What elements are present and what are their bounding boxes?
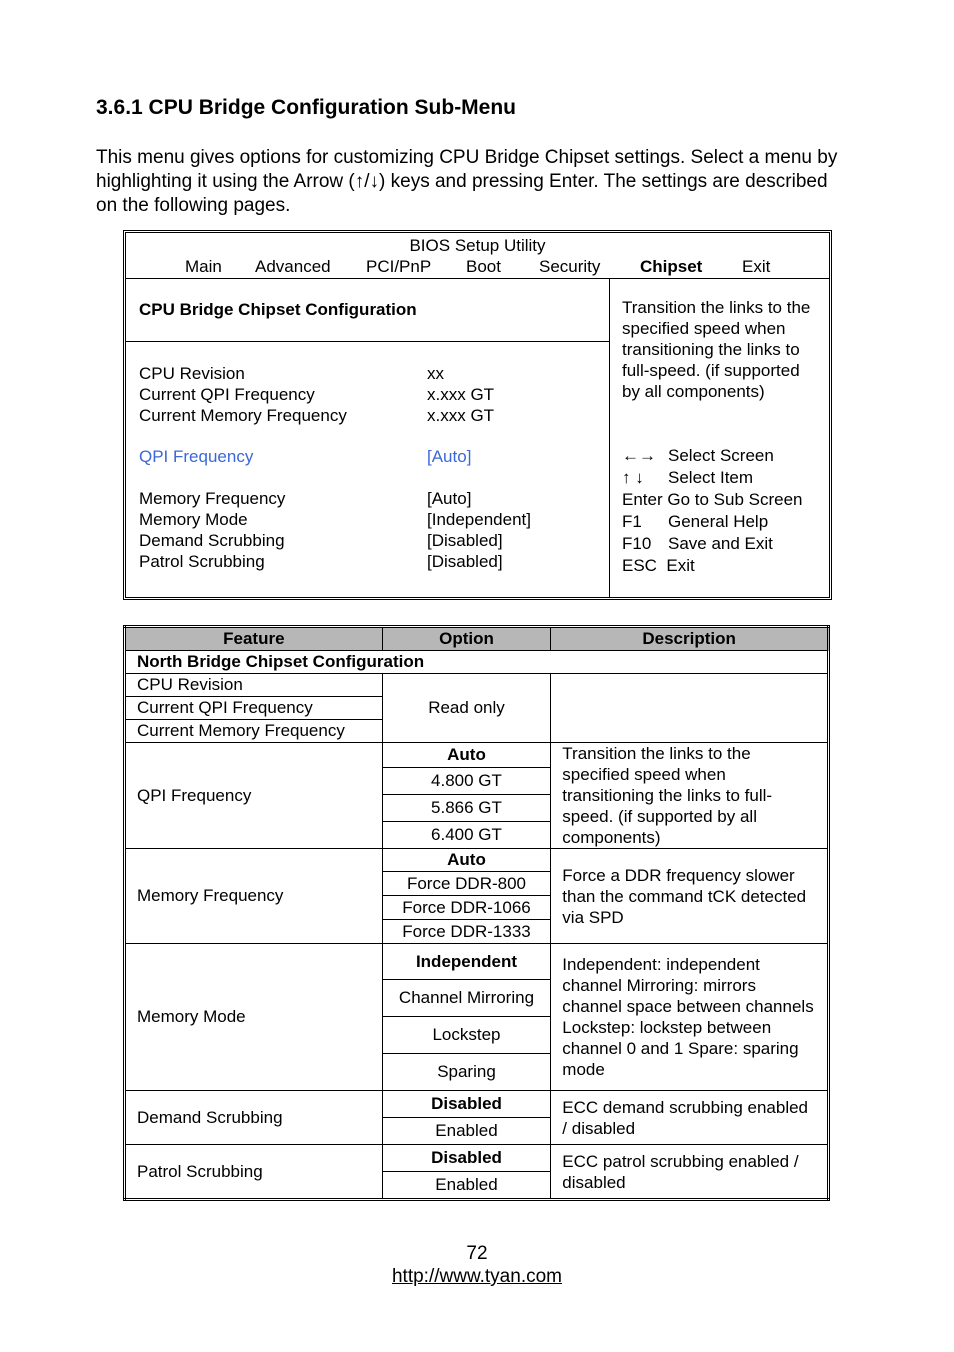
table-section-row — [125, 651, 829, 674]
feature-cell: Current Memory Frequency — [125, 720, 383, 743]
description-cell: Transition the links to the specified speed when transitioning the links to full-speed. (if supported by all components) — [551, 743, 829, 849]
page-number: 72 — [466, 1243, 488, 1264]
option-cell: Force DDR-1333 — [382, 920, 551, 944]
description-cell: Force a DDR frequency slower than the command tCK detected via SPD — [551, 849, 829, 944]
option-cell: Enabled — [382, 1118, 551, 1145]
description-cell: ECC demand scrubbing enabled / disabled — [551, 1091, 829, 1145]
header-feature: Feature — [125, 627, 383, 651]
footer-link-wrapper — [0, 1266, 954, 1288]
feature-cell: Current QPI Frequency — [125, 697, 383, 720]
table-row — [125, 849, 829, 872]
feature-cell: Patrol Scrubbing — [125, 1145, 383, 1200]
menu-security[interactable]: Security — [539, 257, 601, 276]
key-row: ↑ ↓ Select Item — [622, 468, 754, 487]
website-link[interactable]: http://www.tyan.com — [391, 1266, 562, 1287]
menu-pcipnp[interactable]: PCI/PnP — [366, 257, 432, 276]
option-cell: Force DDR-800 — [382, 872, 551, 896]
table-header-row — [125, 627, 829, 651]
option-cell: Lockstep — [382, 1017, 551, 1054]
feature-cell: Demand Scrubbing — [125, 1091, 383, 1145]
menu-main[interactable]: Main — [185, 257, 222, 276]
option-cell: Disabled — [382, 1145, 551, 1172]
table-row — [125, 944, 829, 980]
option-cell: 6.400 GT — [382, 822, 551, 849]
table-row — [125, 674, 829, 697]
menu-chipset[interactable]: Chipset — [640, 257, 703, 276]
feature-cell: Memory Mode — [125, 944, 383, 1091]
header-option: Option — [382, 627, 551, 651]
option-cell: Channel Mirroring — [382, 980, 551, 1017]
bios-title: BIOS Setup Utility — [409, 236, 546, 255]
menu-boot[interactable]: Boot — [466, 257, 501, 276]
option-cell: Sparing — [382, 1054, 551, 1091]
menu-exit[interactable]: Exit — [742, 257, 771, 276]
option-cell: 5.866 GT — [382, 795, 551, 822]
option-cell: Auto — [382, 743, 551, 768]
key-row: F10 Save and Exit — [622, 534, 773, 553]
key-row: F1 General Help — [622, 512, 769, 531]
option-cell: Enabled — [382, 1172, 551, 1200]
option-cell: Force DDR-1066 — [382, 896, 551, 920]
key-row: ←→ Select Screen — [622, 446, 774, 465]
help-text: Transition the links to the specified speed when transitioning the links to full-speed. (if supported by all components) — [622, 298, 811, 401]
key-row: Enter Go to Sub Screen — [622, 490, 803, 509]
option-cell: Independent — [382, 944, 551, 980]
feature-cell: Memory Frequency — [125, 849, 383, 944]
feature-table — [123, 625, 830, 1201]
table-section-title: North Bridge Chipset Configuration — [125, 651, 829, 674]
option-cell: Auto — [382, 849, 551, 872]
divider — [126, 278, 829, 279]
bios-screen: BIOS Setup Utility Main Advanced PCI/PnP Boot Security Chipset Exit CPU Bridge Chipset Configuration CPU Revision xx Current QPI Frequency x.xxx GT Current Memory Frequency x.xxx GT QPI Frequency [Auto] Memory Frequency [Auto] Memory Mode [Independent] Demand Scrubbing [Disabled] Patrol Scrubbing [Disabled] Transition the links to the specified speed when transitioning the links to full-speed. (if supported by all components) ←→ Select Screen ↑ ↓ Select Item Enter Go to Sub Screen F1 General Help F10 Save and Exit ESC Exit — [123, 230, 832, 600]
menu-advanced[interactable]: Advanced — [255, 257, 331, 276]
table-row — [125, 1091, 829, 1118]
feature-cell: QPI Frequency — [125, 743, 383, 849]
option-cell: 4.800 GT — [382, 768, 551, 795]
divider — [126, 341, 609, 342]
section-heading: 3.6.1 CPU Bridge Configuration Sub-Menu — [96, 96, 517, 119]
bios-section-title: CPU Bridge Chipset Configuration — [139, 300, 417, 319]
feature-cell: CPU Revision — [125, 674, 383, 697]
key-row: ESC Exit — [622, 556, 695, 575]
header-description: Description — [551, 627, 829, 651]
table-row — [125, 1145, 829, 1172]
divider — [609, 278, 610, 597]
description-cell: ECC patrol scrubbing enabled / disabled — [551, 1145, 829, 1200]
option-cell: Read only — [382, 674, 551, 743]
intro-paragraph: This menu gives options for customizing CPU Bridge Chipset settings. Select a menu by highlighting it using the Arrow (↑/↓) keys and pressing Enter. The settings are described on the following pages. — [96, 147, 838, 216]
description-cell: Independent: independent channel Mirroring: mirrors channel space between channels Lockstep: lockstep between channel 0 and 1 Spare: sparing mode — [551, 944, 829, 1091]
table-row — [125, 743, 829, 768]
option-cell: Disabled — [382, 1091, 551, 1118]
key-legend — [622, 445, 803, 577]
description-cell — [551, 674, 829, 743]
